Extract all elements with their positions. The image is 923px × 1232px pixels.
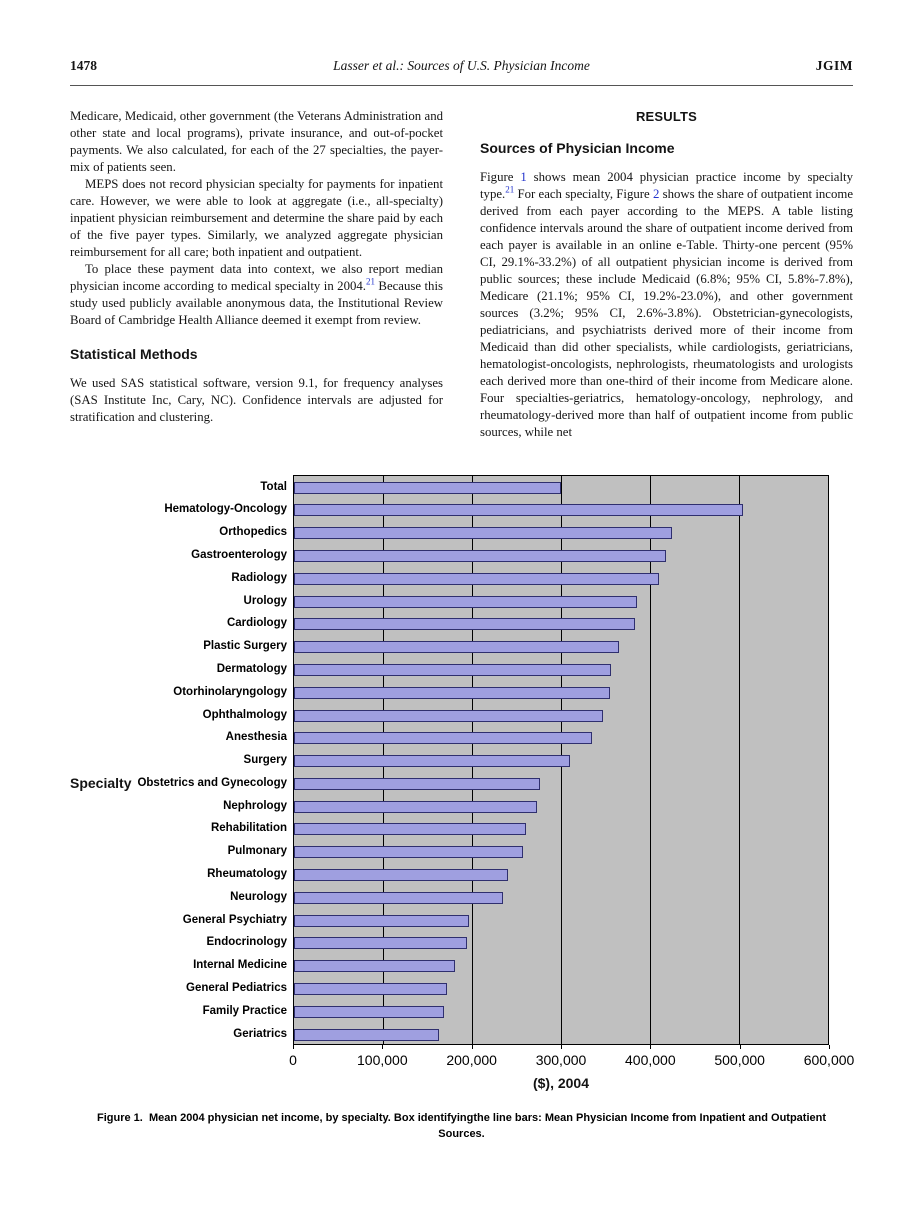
figure-1	[70, 475, 853, 1143]
category-label: Family Practice	[202, 1004, 287, 1017]
income-bar	[294, 869, 508, 881]
income-bar	[294, 482, 561, 494]
category-label: Orthopedics	[219, 526, 287, 539]
bar-row	[294, 955, 828, 978]
income-bar	[294, 778, 540, 790]
category-label: Radiology	[231, 571, 287, 584]
income-bar	[294, 960, 455, 972]
bar-row	[294, 613, 828, 636]
bar-row	[294, 499, 828, 522]
category-label: Hematology-Oncology	[164, 503, 287, 516]
income-bar	[294, 527, 672, 539]
page-header	[70, 58, 853, 74]
category-label: Obstetrics and Gynecology	[137, 776, 287, 789]
bar-row	[294, 750, 828, 773]
category-label: Ophthalmology	[202, 708, 287, 721]
paragraph-text: Figure	[480, 169, 521, 184]
bar-row	[294, 932, 828, 955]
bar-row	[294, 659, 828, 682]
bar-row	[294, 909, 828, 932]
income-bar	[294, 618, 635, 630]
x-tick-label: 400,000	[625, 1052, 676, 1069]
category-label: Pulmonary	[227, 845, 287, 858]
income-bar	[294, 846, 523, 858]
x-tick-label: 600,000	[803, 1052, 855, 1069]
y-axis-title: Specialty	[70, 775, 132, 792]
bar-row	[294, 590, 828, 613]
income-bar	[294, 892, 503, 904]
x-tick-label: 200,000	[446, 1052, 497, 1069]
category-label: Rheumatology	[207, 868, 287, 881]
paragraph-text: shows mean 2004 physician practice income by specialty type.	[480, 169, 853, 201]
category-label: Otorhinolaryngology	[173, 685, 287, 698]
income-bar	[294, 937, 467, 949]
income-bar	[294, 596, 637, 608]
category-label: Internal Medicine	[193, 959, 287, 972]
category-label: General Pediatrics	[186, 982, 287, 995]
paragraph-methods: We used SAS statistical software, version 9.1, for frequency analyses (SAS Institute Inc, Cary, NC). Confidence intervals are adjusted for stratification and clustering.	[70, 375, 443, 424]
citation-21-link[interactable]: 21	[365, 276, 375, 287]
paragraph-text: To place these payment data into context, we also report median physician income according to medical specialty in 2004.	[70, 262, 443, 294]
page-number: 1478	[70, 58, 97, 73]
paragraph-meps: MEPS does not record physician specialty for payments for inpatient care. However, we were able to look at aggregate (i.e., all-specialty) inpatient physician reimbursement and determine the share paid by each of the five payer types. Similarly, we analyzed aggregate physician reimbursement for all care; both inpatient and outpatient.	[70, 177, 443, 260]
bar-row	[294, 773, 828, 796]
income-bar	[294, 801, 537, 813]
bar-row	[294, 886, 828, 909]
category-label: Anesthesia	[225, 731, 287, 744]
citation-21-link[interactable]: 21	[505, 184, 515, 195]
section-heading-results: RESULTS	[635, 109, 698, 124]
income-bar	[294, 664, 611, 676]
x-tick-label: 300,000	[535, 1052, 587, 1069]
income-bar	[294, 823, 526, 835]
x-tick-label: 500,000	[714, 1052, 765, 1069]
category-label: Rehabilitation	[210, 822, 287, 835]
bar-row	[294, 522, 828, 545]
income-bar	[294, 1029, 439, 1041]
income-bar	[294, 732, 592, 744]
bar-row	[294, 1000, 828, 1023]
income-bar	[294, 983, 447, 995]
category-label: Endocrinology	[206, 936, 287, 949]
x-tick-label: 0	[289, 1052, 297, 1069]
category-label: Neurology	[230, 890, 287, 903]
subsection-heading-sources: Sources of Physician Income	[480, 140, 675, 157]
bar-row	[294, 795, 828, 818]
category-label: Dermatology	[216, 662, 287, 675]
bar-row	[294, 636, 828, 659]
right-column	[480, 108, 853, 441]
paragraph-continued: Medicare, Medicaid, other government (the Veterans Administration and other state and local programs), private insurance, and out-of-pocket payments. We also calculated, for each of the 27 specialties, the payer-mix of patients seen.	[70, 109, 443, 175]
bar-row	[294, 681, 828, 704]
plot-wrap	[289, 475, 855, 1092]
category-label: Cardiology	[226, 617, 287, 630]
bar-row	[294, 476, 828, 499]
paragraph-context	[70, 261, 443, 329]
income-bar	[294, 710, 603, 722]
paragraph-text: shows the share of outpatient income derived from each payer according to the MEPS. A table listing confidence intervals around the share of outpatient income derived from each payer is available in an online e-Table. Thirty-one percent (95% CI, 29.1%-33.2%) of all outpatient physician income is derived from public sources; these include Medicaid (6.8%; 95% CI, 5.8%-7.8%), Medicare (21.1%; 95% CI, 19.2%-23.0%), and other government sources (3.2%; 95% CI, 2.6%-3.8%). Obstetrician-gynecologists, pediatricians, and psychiatrists derived more of their income from Medicaid than did other specialists, while cardiologists, geriatricians, hematologist-oncologists, nephrologists, rheumatologists and urologists each derived more than one-third of their income from Medicare alone. Four specialties-geriatrics, hematology-oncology, nephrology, and rheumatology-derived more than half of outpatient income from public sources, while net	[480, 186, 854, 440]
bar-row	[294, 1023, 828, 1046]
x-tick-label: 100,000	[357, 1052, 408, 1069]
figure-caption-label: Figure 1.	[96, 1112, 143, 1125]
x-axis	[289, 1045, 855, 1071]
income-bar	[294, 550, 666, 562]
paragraph-text: Because this study used publicly available anonymous data, the Institutional Review Board of Cambridge Health Alliance deemed it exempt from review.	[70, 279, 443, 328]
category-axis	[135, 475, 293, 1091]
category-label: Total	[260, 480, 287, 493]
two-column-body	[70, 108, 853, 441]
figure-caption-text: Mean 2004 physician net income, by specialty. Box identifyingthe line bars: Mean Physician Income from Inpatient and Outpatient Sources.	[148, 1112, 827, 1141]
bar-row	[294, 864, 828, 887]
income-bar	[294, 641, 619, 653]
income-bar	[294, 573, 659, 585]
category-label: Nephrology	[223, 799, 287, 812]
category-label: Urology	[243, 594, 287, 607]
header-rule	[70, 85, 853, 86]
bar-row	[294, 841, 828, 864]
tick-mark	[829, 1045, 830, 1049]
section-heading-statistical-methods: Statistical Methods	[70, 346, 198, 363]
figure-1-link[interactable]: 1	[520, 169, 527, 184]
category-label: Surgery	[243, 754, 287, 767]
figure-2-link[interactable]: 2	[652, 186, 660, 201]
running-title: Lasser et al.: Sources of U.S. Physician Income	[333, 58, 590, 73]
income-bar	[294, 687, 610, 699]
paragraph-text: For each specialty, Figure	[514, 186, 653, 201]
bar-row	[294, 545, 828, 568]
bar-row	[294, 978, 828, 1001]
journal-name: JGIM	[815, 58, 853, 73]
paragraph-results	[480, 169, 853, 441]
plot-area	[293, 475, 829, 1045]
category-label: Plastic Surgery	[203, 640, 287, 653]
bar-row	[294, 818, 828, 841]
category-label: General Psychiatry	[182, 913, 287, 926]
income-bar	[294, 915, 469, 927]
bar-row	[294, 567, 828, 590]
bar-row	[294, 727, 828, 750]
x-axis-title: ($), 2004	[532, 1075, 590, 1092]
figure-caption	[70, 1111, 853, 1143]
income-bar	[294, 504, 743, 516]
income-bar	[294, 1006, 444, 1018]
category-label: Gastroenterology	[191, 548, 287, 561]
bar-row	[294, 704, 828, 727]
income-bar	[294, 755, 570, 767]
bar-chart	[70, 475, 853, 1091]
category-label: Geriatrics	[233, 1027, 287, 1040]
left-column	[70, 108, 443, 441]
